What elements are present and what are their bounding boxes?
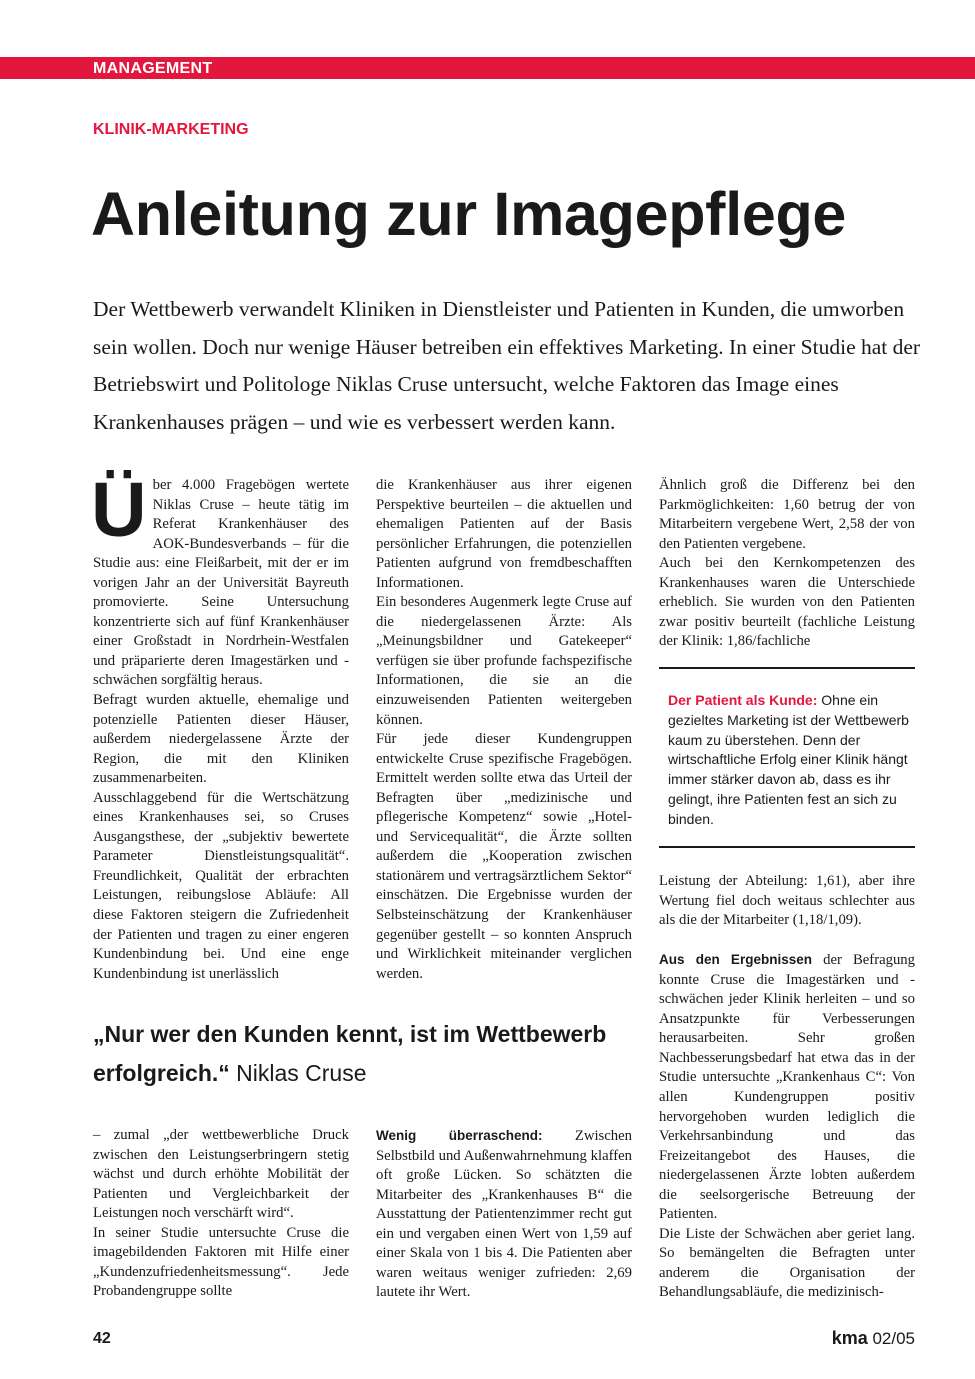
sidebar-rule xyxy=(659,846,915,848)
subheading: Aus den Ergebnissen xyxy=(659,952,812,968)
article-title: Anleitung zur Imagepflege xyxy=(91,180,847,248)
column-1-bottom xyxy=(93,1126,349,1302)
article-kicker: KLINIK-MARKETING xyxy=(93,121,249,138)
body-paragraph: ber 4.000 Fragebögen wertete Niklas Cruse – heute tätig im Referat Krankenhäuser des AOK-Bundesverbands – für die Studie aus: eine Fleißarbeit, mit der er im vorigen Jahr an der Universität Bayreuth promovierte. Seine Untersuchung konzentrierte sich auf fünf Krankenhäuser einer Großstadt in Nordrhein-Westfalen und präparierte deren Imagestärken und -schwächen sorgfältig heraus. xyxy=(93,477,349,689)
drop-cap: Ü xyxy=(91,467,147,553)
column-1-top xyxy=(91,467,349,984)
body-paragraph: Wenig überraschend: Zwischen Selbstbild und Außenwahrnehmung klaffen oft große Lücken. So schätzten die Mitarbeiter des „Krankenhauses B“ die Ausstattung der Patientenzimmer recht gut ein und vergaben einen Wert von 1,59 auf einer Skala von 1 bis 4. Die Patienten aber waren weitaus weniger zufrieden: 2,69 lautete ihr Wert. xyxy=(376,1128,632,1301)
magazine-issue xyxy=(832,1328,915,1349)
sidebar-body: Ohne ein gezieltes Marketing ist der Wettbewerb kaum zu überstehen. Denn der wirtschaftliche Erfolg einer Klinik hängt immer stärker davon ab, dass es ihr gelingt, ihre Patienten fest an sich zu binden. xyxy=(668,692,909,827)
body-paragraph: Auch bei den Kernkompetenzen des Krankenhauses waren die Unterschiede erheblich. Sie wurden von den Patienten zwar positiv beurteilt (fachliche Leistung der Klinik: 1,86/fachliche xyxy=(659,555,915,650)
column-3-bottom xyxy=(659,872,915,1303)
page-number: 42 xyxy=(93,1330,111,1347)
body-paragraph: In seiner Studie untersuchte Cruse die imagebildenden Faktoren mit Hilfe einer „Kundenzufriedenheitsmessung“. Jede Probandengruppe sollte xyxy=(93,1224,349,1300)
pull-quote xyxy=(93,1015,633,1093)
quote-author: Niklas Cruse xyxy=(229,1060,367,1086)
column-3-top xyxy=(659,476,915,652)
sidebar-box xyxy=(659,680,915,842)
magazine-logo: kma xyxy=(831,1328,868,1348)
column-2-top xyxy=(376,476,632,984)
body-paragraph: Aus den Ergebnissen der Befragung konnte Cruse die Imagestärken und -schwächen jeder Klinik herleiten – und so Ansatzpunkte für Verbesserungen herausarbeiten. Sehr großen Nachbesserungsbedarf hat etwa das in der Studie untersuchte „Krankenhaus C“: Von allen Kundengruppen positiv hervorgehoben wurden lediglich die Verkehrsanbindung und das Freizeitangebot des Hauses, die niedergelassenen Ärzte lobten außerdem die seelsorgerische Betreuung der Patienten. xyxy=(659,952,915,1223)
sidebar-text xyxy=(659,680,915,842)
body-paragraph: Ein besonderes Augenmerk legte Cruse auf die niedergelassenen Ärzte: Als „Meinungsbildner und Gatekeeper“ verfügen sie über profunde fachspezifische Informationen, die sie an die einzuweisenden Patienten weitergeben können. xyxy=(376,594,632,728)
sidebar-rule xyxy=(659,667,915,669)
quote-text: „Nur wer den Kunden kennt, ist im Wettbewerb erfolgreich.“ xyxy=(93,1021,607,1086)
body-paragraph: die Krankenhäuser aus ihrer eigenen Perspektive beurteilen – die aktuellen und ehemaligen Patienten auf der Basis persönlicher Erfahrungen, die potenziellen Patienten aufgrund von fremdbeschafften Informationen. xyxy=(376,477,632,591)
subheading: Wenig überraschend: xyxy=(376,1128,543,1143)
body-paragraph: Ähnlich groß die Differenz bei den Parkmöglichkeiten: 1,60 betrug der von Mitarbeitern vergebene Wert, 2,58 der von den Patienten vergebene. xyxy=(659,477,915,552)
article-lead: Der Wettbewerb verwandelt Kliniken in Dienstleister und Patienten in Kunden, die umworben sein wollen. Doch nur wenige Häuser betreiben ein effektives Marketing. In einer Studie hat der Betriebswirt und Politologe Niklas Cruse untersucht, welche Faktoren das Image eines Krankenhauses prägen – und wie es verbessert werden kann. xyxy=(93,297,921,434)
column-2-bottom xyxy=(376,1126,632,1303)
sidebar-heading: Der Patient als Kunde: xyxy=(668,692,818,708)
body-paragraph: Die Liste der Schwächen aber geriet lang. So bemängelten die Befragten unter anderem die Organisation der Behandlungsabläufe, die medizinisch- xyxy=(659,1225,915,1301)
body-paragraph: Für jede dieser Kundengruppen entwickelte Cruse spezifische Fragebögen. Ermittelt werden sollte etwa das Urteil der Befragten über „medizinische und pflegerische Kompetenz“ sowie „Hotel- und Servicequalität“, die Ärzte sollten außerdem die „Kooperation zwischen stationärem und vertragsärztlichem Sektor“ einschätzen. Die Ergebnisse wurden der Selbsteinschätzung der Krankenhäuser gegenüber gestellt – so konnten Anspruch und Wirklichkeit miteinander verglichen werden. xyxy=(376,731,632,982)
body-paragraph: Ausschlaggebend für die Wertschätzung eines Krankenhauses sei, so Cruses Ausgangsthese, der „subjektiv bewertete Parameter Dienstleistungsqualität“. Freundlichkeit, Qualität der erbrachten Leistungen, reibungslose Abläufe: All diese Faktoren steigern die Zufriedenheit der Patienten und tragen zu einer engeren Kundenbindung bei. Und eine enge Kundenbindung ist unerlässlich xyxy=(93,789,349,982)
issue-number: 02/05 xyxy=(867,1329,915,1348)
body-paragraph: – zumal „der wettbewerbliche Druck zwischen den Leistungserbringern stetig wächst und durch erhöhte Mobilität der Patienten und Vergleichbarkeit der Leistungen noch verschärft wird“. xyxy=(93,1127,349,1222)
body-paragraph: Befragt wurden aktuelle, ehemalige und potenzielle Patienten dieser Häuser, außerdem niedergelassene Ärzte der Region, die mit den Kliniken zusammenarbeiten. xyxy=(93,692,349,787)
section-label: MANAGEMENT xyxy=(93,60,213,77)
body-paragraph: Leistung der Abteilung: 1,61), aber ihre Wertung fiel doch weitaus schlechter aus als die der Mitarbeiter (1,18/1,09). xyxy=(659,873,915,929)
